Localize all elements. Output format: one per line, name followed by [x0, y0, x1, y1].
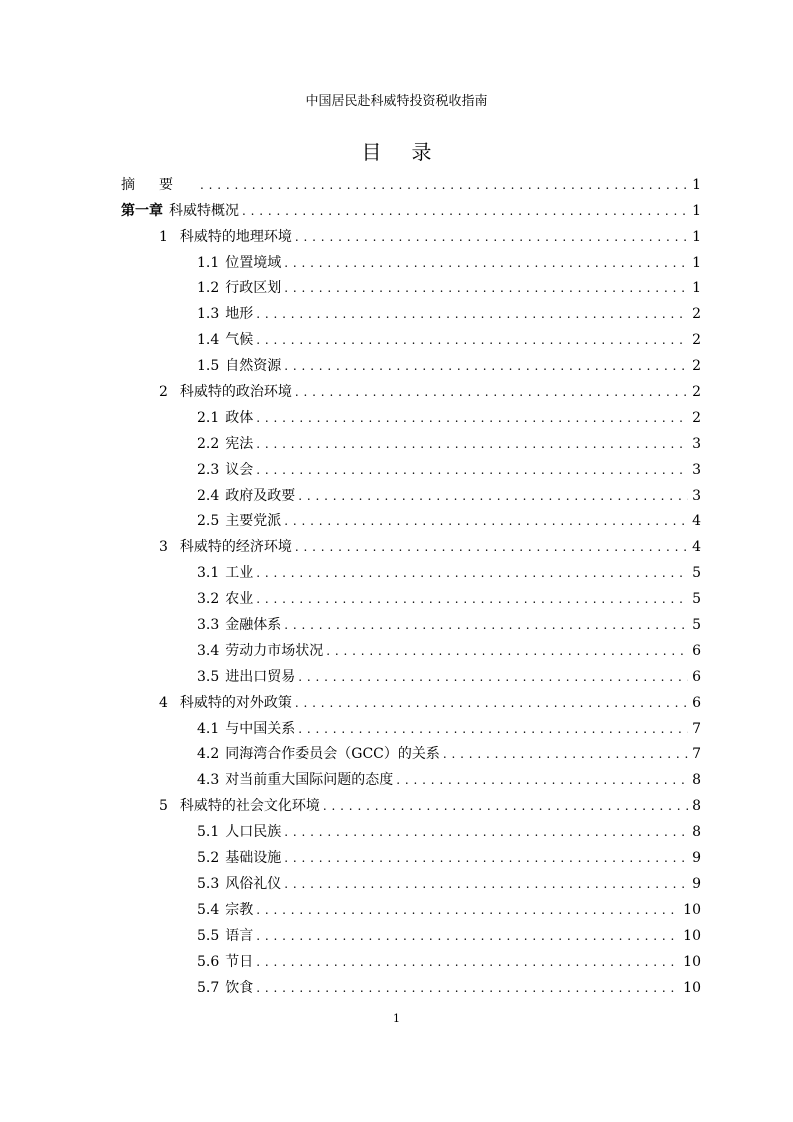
toc-entry-title: 语言 [225, 927, 254, 944]
toc-dot-leader [242, 202, 688, 220]
toc-dot-leader [256, 953, 680, 971]
toc-dot-leader [298, 720, 688, 738]
toc-entry-page: 2 [692, 358, 701, 375]
toc-entry-number: 1.3 [197, 306, 220, 323]
toc-entry-title: 与中国关系 [225, 720, 296, 737]
toc-entry-title: 农业 [225, 591, 254, 608]
toc-entry[interactable] [121, 919, 701, 945]
toc-entry-number: 2.1 [197, 409, 220, 426]
toc-entry-title: 科威特概况 [169, 202, 239, 219]
toc-entry-number: 1.1 [197, 254, 220, 271]
toc-entry-page: 5 [692, 617, 701, 634]
toc-dot-leader [284, 254, 688, 272]
toc-entry-page: 6 [692, 642, 701, 659]
toc-entry[interactable] [121, 323, 701, 349]
toc-title: 目录 [361, 140, 462, 164]
toc-entry-number: 4.2 [197, 746, 220, 763]
toc-dot-leader [256, 901, 680, 919]
toc-dot-leader [284, 616, 688, 634]
toc-entry[interactable] [121, 505, 701, 531]
toc-entry-page: 8 [692, 772, 701, 789]
toc-entry-page: 7 [692, 746, 701, 763]
toc-dot-leader [295, 383, 688, 401]
toc-entry-number: 5.5 [197, 927, 220, 944]
toc-entry-page: 4 [692, 539, 701, 556]
toc-entry-page: 2 [692, 306, 701, 323]
running-header: 中国居民赴科威特投资税收指南 [305, 94, 488, 109]
toc-entry[interactable] [121, 220, 701, 246]
toc-entry-title: 气候 [225, 332, 254, 349]
toc-entry-title: 自然资源 [225, 358, 282, 375]
toc-entry-page: 1 [692, 202, 701, 219]
toc-entry-number: 3 [159, 539, 168, 556]
toc-entry-page: 10 [683, 979, 701, 996]
toc-entry-title: 工业 [225, 565, 254, 582]
toc-dot-leader [256, 305, 688, 323]
toc-entry[interactable] [121, 867, 701, 893]
toc-entry[interactable] [121, 401, 701, 427]
toc-entry[interactable] [121, 815, 701, 841]
toc-entry-number: 1.4 [197, 332, 220, 349]
page-number: 1 [393, 1012, 400, 1025]
toc-dot-leader [295, 228, 688, 246]
toc-entry-title: 主要党派 [225, 513, 282, 530]
toc-entry[interactable] [121, 738, 701, 764]
toc-entry-title: 行政区划 [225, 280, 282, 297]
toc-entry-page: 10 [683, 927, 701, 944]
toc-entry-title: 人口民族 [225, 824, 282, 841]
toc-entry-number: 3.1 [197, 565, 220, 582]
toc-entry-title: 劳动力市场状况 [225, 642, 324, 659]
toc-dot-leader [256, 409, 688, 427]
toc-entry-title: 科威特的政治环境 [179, 384, 292, 401]
toc-entry-page: 6 [692, 694, 701, 711]
toc-entry-number: 3.3 [197, 617, 220, 634]
toc-entry[interactable] [121, 194, 701, 220]
toc-entry-title: 政体 [225, 409, 254, 426]
toc-dot-leader [295, 694, 688, 712]
toc-entry-page: 5 [692, 565, 701, 582]
toc-dot-leader [256, 979, 680, 997]
toc-entry[interactable] [121, 893, 701, 919]
toc-dot-leader [323, 797, 688, 815]
toc-entry-title: 基础设施 [225, 850, 282, 867]
toc-dot-leader [284, 279, 688, 297]
toc-dot-leader [298, 668, 688, 686]
toc-dot-leader [326, 642, 688, 660]
toc-entry-page: 1 [692, 280, 701, 297]
toc-entry-title: 议会 [225, 461, 254, 478]
toc-dot-leader [256, 461, 688, 479]
toc-entry-page: 6 [692, 668, 701, 685]
toc-entry-number: 4 [159, 694, 168, 711]
toc-entry-title: 位置境域 [225, 254, 282, 271]
toc-entry-page: 9 [692, 875, 701, 892]
toc-entry-number: 5.4 [197, 901, 220, 918]
toc-dot-leader [256, 331, 688, 349]
toc-entry-title: 饮食 [225, 979, 254, 996]
toc-dot-leader [284, 357, 688, 375]
toc-entry[interactable] [121, 763, 701, 789]
toc-entry-page: 1 [692, 228, 701, 245]
toc-entry-title: 对当前重大国际问题的态度 [225, 772, 394, 789]
toc-entry-page: 2 [692, 384, 701, 401]
toc-entry-number: 5 [159, 798, 168, 815]
toc-entry-page: 9 [692, 850, 701, 867]
toc-entry-title: 政府及政要 [225, 487, 296, 504]
toc-entry-number: 2.2 [197, 435, 220, 452]
toc-entry-page: 1 [692, 176, 701, 193]
toc-entry-page: 2 [692, 409, 701, 426]
toc-dot-leader [256, 564, 688, 582]
toc-entry-number: 5.6 [197, 953, 220, 970]
toc-entry-number: 1 [159, 228, 168, 245]
toc-entry-number: 第一章 [121, 202, 163, 219]
toc-entry-page: 10 [683, 953, 701, 970]
toc-entry[interactable] [121, 479, 701, 505]
toc-entry[interactable] [121, 945, 701, 971]
toc-entry-page: 5 [692, 591, 701, 608]
toc-entry[interactable] [121, 686, 701, 712]
toc-entry-number: 2.4 [197, 487, 220, 504]
toc-dot-leader [298, 487, 688, 505]
toc-entry-number: 5.1 [197, 824, 220, 841]
toc-entry[interactable] [121, 375, 701, 401]
toc-entry-title: 地形 [225, 306, 254, 323]
toc-dot-leader [284, 512, 688, 530]
toc-entry-number: 5.7 [197, 979, 220, 996]
toc-dot-leader [284, 875, 688, 893]
toc-entry[interactable] [121, 530, 701, 556]
toc-dot-leader [396, 771, 688, 789]
toc-entry-page: 7 [692, 720, 701, 737]
toc-entry[interactable] [121, 712, 701, 738]
toc-entry-page: 10 [683, 901, 701, 918]
toc-dot-leader [256, 435, 688, 453]
toc-dot-leader [443, 745, 688, 763]
toc-entry[interactable] [121, 660, 701, 686]
toc-dot-leader [284, 849, 688, 867]
toc-entry-title: 同海湾合作委员会（GCC）的关系 [225, 746, 440, 763]
toc-entry-page: 8 [692, 824, 701, 841]
toc-entry[interactable] [121, 246, 701, 272]
toc-entry[interactable] [121, 556, 701, 582]
toc-entry[interactable] [121, 971, 701, 997]
toc-entry-title: 金融体系 [225, 617, 282, 634]
toc-entry[interactable] [121, 582, 701, 608]
toc-entry-number: 1.5 [197, 358, 220, 375]
toc-entry-number: 2.3 [197, 461, 220, 478]
toc-entry-title: 科威特的地理环境 [179, 228, 292, 245]
toc-entry-number: 3.4 [197, 642, 220, 659]
toc-entry-title: 科威特的经济环境 [179, 539, 292, 556]
toc-entry-title: 科威特的社会文化环境 [179, 798, 320, 815]
toc-entry[interactable] [121, 453, 701, 479]
toc-entry-page: 4 [692, 513, 701, 530]
toc-entry-page: 1 [692, 254, 701, 271]
toc-entry-title: 进出口贸易 [225, 668, 296, 685]
toc-entry-title: 节日 [225, 953, 254, 970]
toc-dot-leader [200, 176, 688, 194]
toc-entry[interactable] [121, 168, 701, 194]
toc-entry[interactable] [121, 789, 701, 815]
toc-dot-leader [256, 927, 680, 945]
toc-entry-page: 3 [692, 487, 701, 504]
toc-entry[interactable] [121, 297, 701, 323]
toc-dot-leader [256, 590, 688, 608]
toc-entry[interactable] [121, 634, 701, 660]
toc-entry-number: 3.5 [197, 668, 220, 685]
toc-entry-number: 2 [159, 384, 168, 401]
toc-entry-title: 风俗礼仪 [225, 875, 282, 892]
toc-entry-number: 5.3 [197, 875, 220, 892]
toc-entry-number: 2.5 [197, 513, 220, 530]
toc-dot-leader [284, 823, 688, 841]
toc-entry-page: 8 [692, 798, 701, 815]
toc-entry-number: 1.2 [197, 280, 220, 297]
toc-entry-number: 4.1 [197, 720, 220, 737]
toc-entry[interactable] [121, 427, 701, 453]
toc-entry-title: 宗教 [225, 901, 254, 918]
toc-entry-title: 宪法 [225, 435, 254, 452]
toc-entry-number: 5.2 [197, 850, 220, 867]
toc-entry-title: 科威特的对外政策 [179, 694, 292, 711]
toc-entry-page: 3 [692, 461, 701, 478]
toc-dot-leader [295, 538, 688, 556]
table-of-contents [121, 168, 701, 997]
toc-entry-number: 4.3 [197, 772, 220, 789]
toc-entry[interactable] [121, 272, 701, 298]
toc-entry-title: 摘要 [121, 176, 197, 193]
toc-entry-number: 3.2 [197, 591, 220, 608]
toc-entry[interactable] [121, 349, 701, 375]
toc-entry-page: 2 [692, 332, 701, 349]
toc-entry[interactable] [121, 841, 701, 867]
toc-entry[interactable] [121, 608, 701, 634]
toc-entry-page: 3 [692, 435, 701, 452]
